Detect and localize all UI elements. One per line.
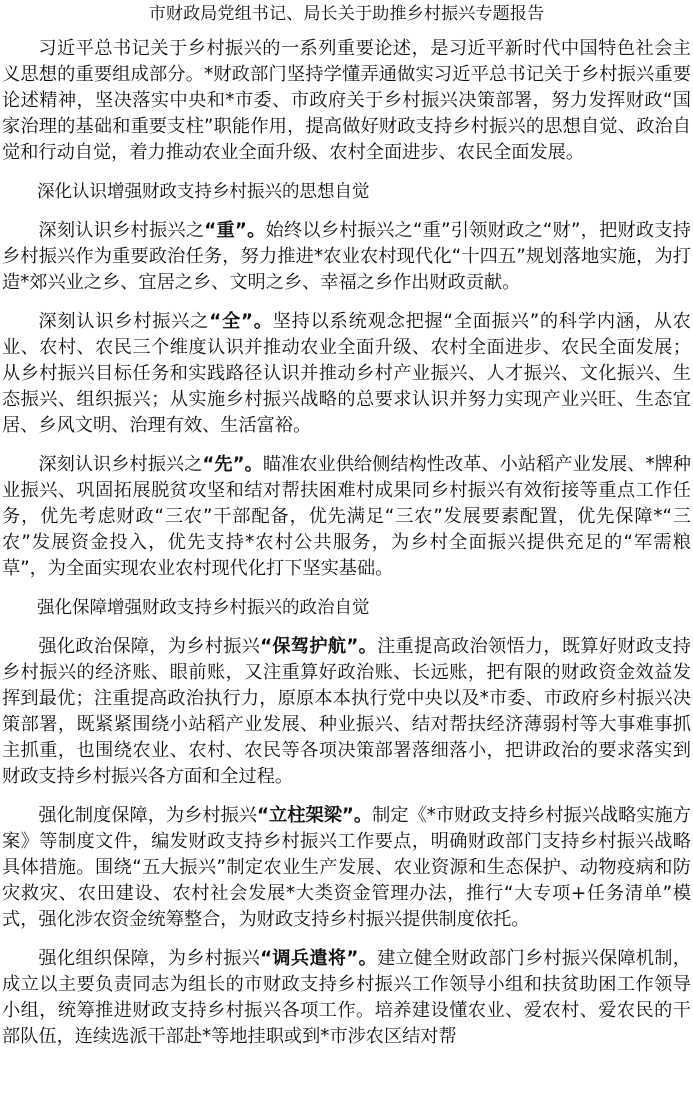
paragraph-lead: 强化制度保障，为乡村振兴	[38, 805, 258, 826]
paragraph-body: 始终以乡村振兴之“重”引领财政之“财”，把财政支持乡村振兴作为重要政治任务，努力推进*农业农村现代化“十四五”规划落地实施，为打造*郊兴业之乡、宜居之乡、文明之乡、幸福之乡作出财政贡献。	[2, 220, 691, 293]
paragraph-importance	[2, 218, 691, 296]
paragraph-body: 瞄准农业供给侧结构性改革、小站稻产业发展、*牌种业振兴、巩固拓展脱贫攻坚和结对帮扶困难村成果同乡村振兴有效衔接等重点工作任务，优先考虑财政“三农”干部配备，优先满足“三农”发展要素配置，优先保障*“三农”发展资金投入，优先支持*农村公共服务，为乡村全面振兴提供充足的“军需粮草”，为全面实现农业农村现代化打下坚实基础。	[2, 454, 691, 579]
intro-paragraph: 习近平总书记关于乡村振兴的一系列重要论述，是习近平新时代中国特色社会主义思想的重要组成部分。*财政部门坚持学懂弄通做实习近平总书记关于乡村振兴重要论述精神，坚决落实中央和*市委、市政府关于乡村振兴决策部署，努力发挥财政“国家治理的基础和重要支柱”职能作用，提高做好财政支持乡村振兴的思想自觉、政治自觉和行动自觉，着力推动农业全面升级、农村全面进步、农民全面发展。	[2, 38, 691, 163]
paragraph-lead: 强化组织保障，为乡村振兴	[38, 948, 261, 969]
paragraph-body: 建立健全财政部门乡村振兴保障机制，成立以主要负责同志为组长的市财政支持乡村振兴工作领导小组和扶贫助困工作领导小组，统筹推进财政支持乡村振兴各项工作。培养建设懂农业、爱农村、爱农民的干部队伍，连续选派干部赴*等地挂职或到*市涉农区结对帮	[2, 948, 691, 1047]
paragraph-keyword: “先”。	[202, 454, 263, 475]
paragraph-keyword: “保驾护航”。	[260, 636, 378, 657]
paragraph-lead: 深刻认识乡村振兴之	[38, 311, 210, 332]
paragraph-comprehensive	[2, 309, 691, 439]
section-heading-1: 深化认识增强财政支持乡村振兴的思想自觉	[37, 182, 370, 202]
paragraph-keyword: “立柱架梁”。	[257, 805, 373, 826]
paragraph-keyword: “调兵遣将”。	[260, 948, 378, 969]
document-title: 市财政局党组书记、局长关于助推乡村振兴专题报告	[148, 4, 545, 24]
paragraph-body: 坚持以系统观念把握“全面振兴”的科学内涵，从农业、农村、农民三个维度认识并推动农业全面升级、农村全面进步、农民全面发展；从乡村振兴目标任务和实践路径认识并推动乡村产业振兴、人才振兴、文化振兴、生态振兴、组织振兴；从实施乡村振兴战略的总要求认识并努力实现产业兴旺、生态宜居、乡风文明、治理有效、生活富裕。	[2, 311, 691, 436]
paragraph-organizational-guarantee	[2, 946, 691, 1050]
paragraph-lead: 强化政治保障，为乡村振兴	[38, 636, 261, 657]
paragraph-keyword: “全”。	[209, 311, 273, 332]
paragraph-political-guarantee	[2, 634, 691, 790]
paragraph-lead: 深刻认识乡村振兴之	[38, 220, 205, 241]
paragraph-body: 注重提高政治领悟力，既算好财政支持乡村振兴的经济账、眼前账，又注重算好政治账、长远账，把有限的财政资金效益发挥到最优；注重提高政治执行力，原原本本执行党中央以及*市委、市政府乡村振兴决策部署，既紧紧围绕小站稻产业发展、种业振兴、结对帮扶经济薄弱村等大事难事抓主抓重，也围绕农业、农村、农民等各项决策部署落细落小，把讲政治的要求落实到财政支持乡村振兴各方面和全过程。	[2, 636, 691, 787]
paragraph-institutional-guarantee	[2, 803, 691, 933]
paragraph-keyword: “重”。	[204, 220, 266, 241]
paragraph-priority	[2, 452, 691, 582]
paragraph-lead: 深刻认识乡村振兴之	[38, 454, 203, 475]
section-heading-2: 强化保障增强财政支持乡村振兴的政治自觉	[37, 598, 370, 618]
paragraph-body: 制定《*市财政支持乡村振兴战略实施方案》等制度文件，编发财政支持乡村振兴工作要点，明确财政部门支持乡村振兴战略具体措施。围绕“五大振兴”制定农业生产发展、农业资源和生态保护、动物疫病和防灾救灾、农田建设、农村社会发展*大类资金管理办法，推行“大专项+任务清单”模式，强化涉农资金统筹整合，为财政支持乡村振兴提供制度依托。	[2, 805, 691, 930]
